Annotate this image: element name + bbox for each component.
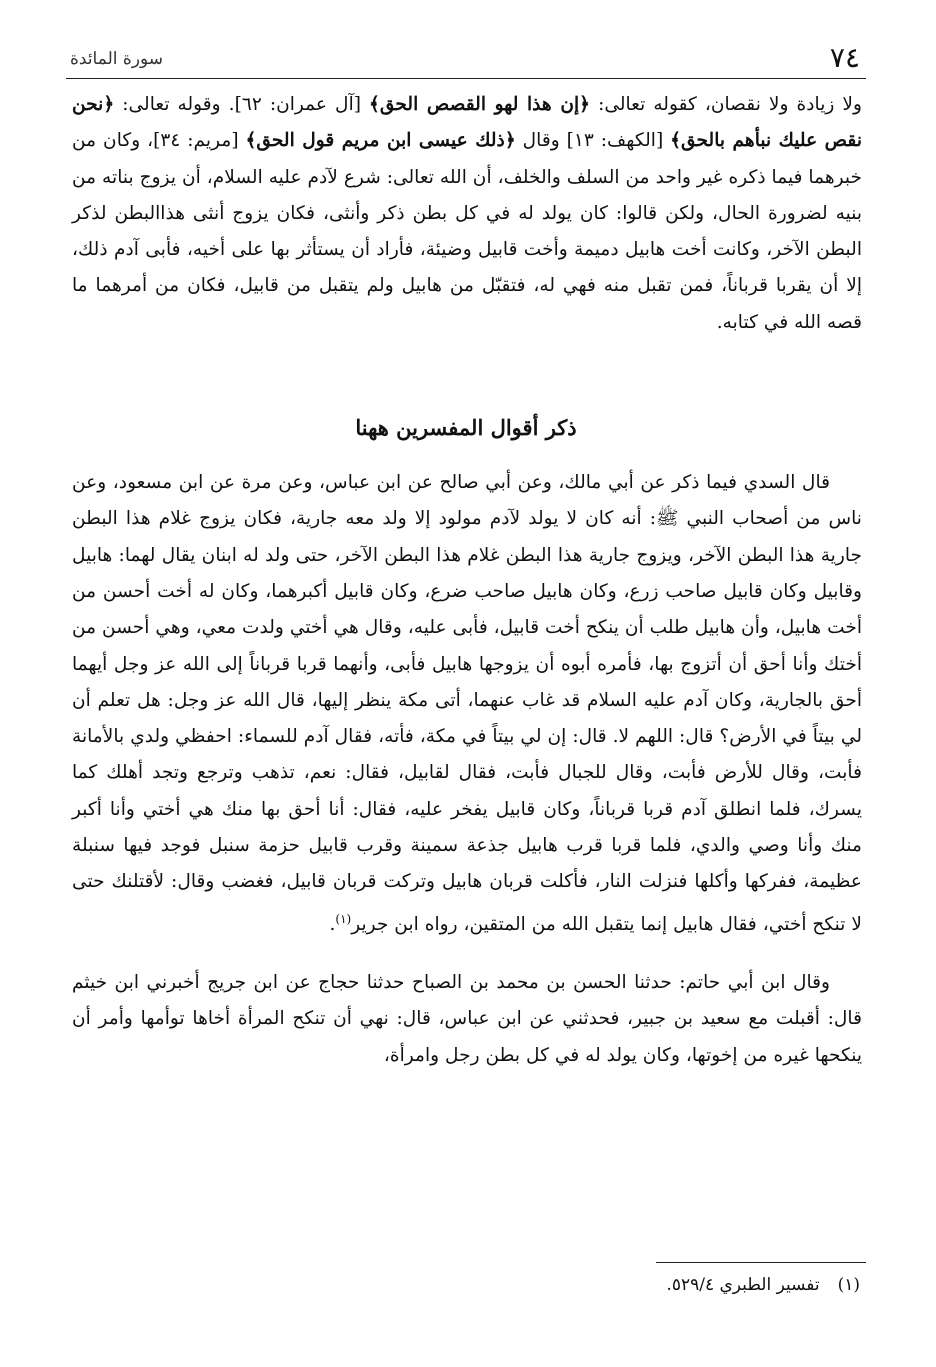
page-header <box>66 38 866 79</box>
paragraph-ibn-abi-hatim: وقال ابن أبي حاتم: حدثنا الحسن بن محمد بن الصباح حدثنا حجاج عن ابن جريج أخبرني ابن خيثم قال: أقبلت مع سعيد بن جبير، فحدثني عن ابن عباس، قال: نهي أن تنكح المرأة أخاها توأمها وأمر أن ينكحها غيره من إخوتها، وكان يولد له في كل بطن رجل وامرأة، <box>72 972 862 1066</box>
intro-text-4: [مريم: ٣٤]، وكان من خبرهما فيما ذكره غير واحد من السلف والخلف، أن الله تعالى: شرع لآدم عليه السلام، أن يزوج بناته من بنيه لضرورة الحال، ولكن قالوا: كان يولد له في كل بطن ذكر وأنثى، فكان يزوج أنثى هذاالبطن لذكر البطن الآخر، وكانت أخت هابيل دميمة وأخت قابيل وضيئة، فأراد أن يستأثر بها على أخيه، فأبى آدم ذلك، إلا أن يقربا قرباناً، فمن تقبل منه فهي له، فتقبّل من هابيل ولم يتقبل من قابيل، فكان من أمرهما ما قصه الله في كتابه. <box>72 130 862 333</box>
intro-text-2: [آل عمران: ٦٢]. وقوله تعالى: <box>114 94 370 115</box>
book-page <box>66 38 866 1338</box>
footnote-text: تفسير الطبري ٥٢٩/٤. <box>666 1275 820 1295</box>
intro-text-3: [الكهف: ١٣] وقال <box>515 130 671 152</box>
footnote <box>666 1272 860 1298</box>
intro-paragraph <box>66 87 866 341</box>
section-heading: ذكر أقوال المفسرين ههنا <box>355 415 577 441</box>
paragraph-suddi-end: . <box>329 913 336 935</box>
page-number: ٧٤ <box>829 41 860 74</box>
intro-text-1: ولا زيادة ولا نقصان، كقوله تعالى: <box>590 94 862 115</box>
footnote-divider <box>656 1262 866 1263</box>
paragraph-suddi <box>66 465 866 943</box>
quran-verse-1: ﴿إن هذا لهو القصص الحق﴾ <box>369 94 591 115</box>
paragraph-suddi-text: قال السدي فيما ذكر عن أبي مالك، وعن أبي صالح عن ابن عباس، وعن مرة عن ابن مسعود، وعن ناس من أصحاب النبي ﷺ: أنه كان لا يولد لآدم مولود إلا ولد معه جارية، فكان يزوج غلام هذا البطن جارية هذا البطن الآخر، ويزوج جارية هذا البطن غلام هذا البطن الآخر، حتى ولد له ابنان يقال لهما: هابيل وقابيل وكان قابيل صاحب زرع، وكان هابيل صاحب ضرع، وكان قابيل أكبرهما، وكان له أخت أحسن من أخت هابيل، وأن هابيل طلب أن ينكح أخت قابيل، فأبى عليه، وقال هي أختي ولدت معي، وهي أحسن من أختك وأنا أحق أن أتزوج بها، فأمره أبوه أن يزوجها هابيل فأبى، وأنهما قربا قرباناً إلى الله عز وجل أيهما أحق بالجارية، وكان آدم عليه السلام قد غاب عنهما، أتى مكة ينظر إليها، قال الله عز وجل: هل تعلم أن لي بيتاً في الأرض؟ قال: اللهم لا. قال: إن لي بيتاً في مكة، فأته، فقال آدم للسماء: احفظي ولدي بالأمانة فأبت، وقال للأرض فأبت، وقال للجبال فأبت، فقال لقابيل، فقال: نعم، تذهب وترجع وتجد أهلك كما يسرك، فلما انطلق آدم قربا قرباناً، وكان قابيل يفخر عليه، فقال: أنا أحق بها منك هي أختي وأنا أكبر منك وأنا وصي والدي، فلما قربا قرب هابيل جذعة سمينة وقرب قابيل حزمة سنبل فوجد فيها سنبلة عظيمة، ففركها وأكلها فنزلت النار، فأكلت قربان هابيل وتركت قربان قابيل، فغضب وقال: لأقتلنك حتى لا تنكح أختي، فقال هابيل إنما يتقبل الله من المتقين، رواه ابن جرير <box>72 472 863 935</box>
quran-verse-2: ﴿نحن نقص عليك نبأهم بالحق﴾ <box>72 94 863 152</box>
footnote-marker: (١) <box>837 1275 860 1295</box>
quran-verse-3: ﴿ذلك عيسى ابن مريم قول الحق﴾ <box>245 130 516 152</box>
footnote-reference[interactable]: (١) <box>335 911 352 926</box>
running-title: سورة المائدة <box>70 49 164 69</box>
